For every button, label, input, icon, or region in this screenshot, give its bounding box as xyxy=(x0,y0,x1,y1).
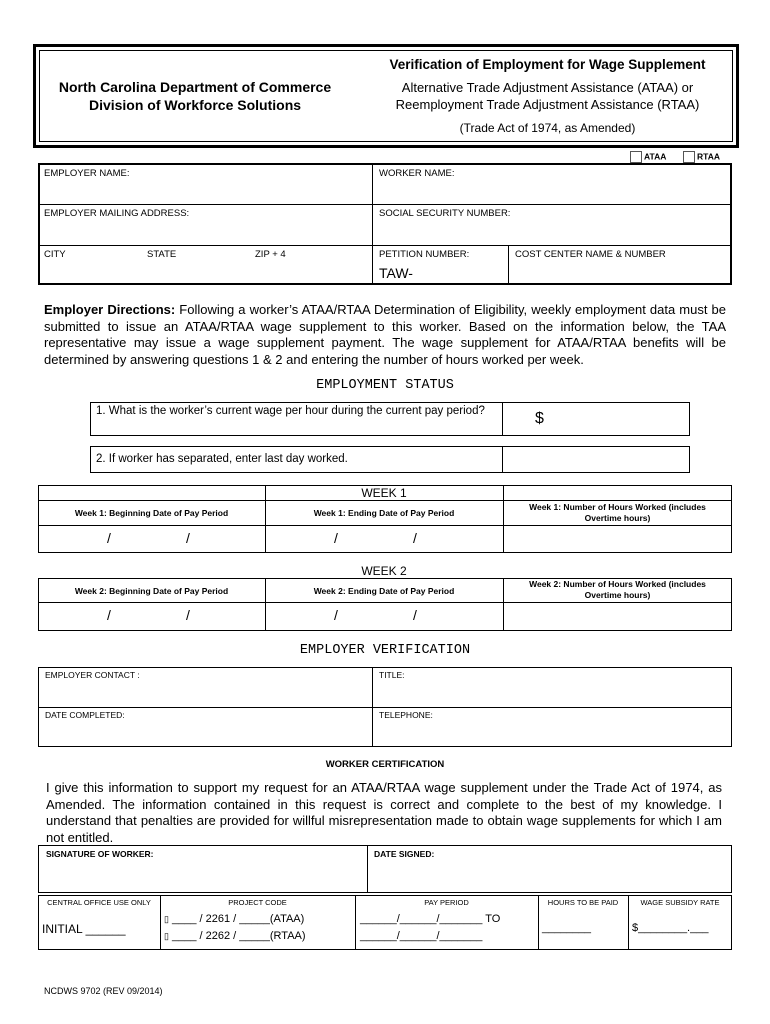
employer-verification-heading: EMPLOYER VERIFICATION xyxy=(299,643,471,658)
dept-line1: North Carolina Department of Commerce xyxy=(58,79,332,95)
directions-lead: Employer Directions: xyxy=(44,302,176,317)
week1-hours-label: Week 1: Number of Hours Worked (includes Overtime hours) xyxy=(529,502,706,523)
week2-end-label: Week 2: Ending Date of Pay Period xyxy=(313,586,455,596)
petition-value: TAW- xyxy=(379,265,413,281)
state-field[interactable]: STATE xyxy=(147,249,177,260)
title-field[interactable]: TITLE: xyxy=(379,670,405,680)
week1-end-label: Week 1: Ending Date of Pay Period xyxy=(313,508,455,518)
employer-name-field[interactable]: EMPLOYER NAME: xyxy=(44,168,130,179)
week2-end-date-field[interactable] xyxy=(266,603,502,630)
date-separator: / xyxy=(107,530,111,546)
date-separator: / xyxy=(413,530,417,546)
signature-field[interactable]: SIGNATURE OF WORKER: xyxy=(46,849,154,859)
project-code-ataa[interactable] xyxy=(164,913,304,925)
zip-field[interactable]: ZIP + 4 xyxy=(255,249,286,260)
wage-subsidy-rate-field[interactable]: $________.___ xyxy=(632,922,709,934)
form-title: Verification of Employment for Wage Supplement xyxy=(389,57,706,72)
date-completed-field[interactable]: DATE COMPLETED: xyxy=(45,710,125,720)
week1-begin-label: Week 1: Beginning Date of Pay Period xyxy=(74,508,229,518)
last-day-field[interactable] xyxy=(503,447,689,472)
form-id: NCDWS 9702 (REV 09/2014) xyxy=(44,986,163,996)
dollar-symbol: $ xyxy=(535,410,544,427)
telephone-field[interactable]: TELEPHONE: xyxy=(379,710,433,720)
checkbox-icon xyxy=(630,151,642,163)
week1-hours-field[interactable] xyxy=(504,526,731,552)
pay-period-to[interactable]: ______/______/_______ xyxy=(360,930,483,942)
central-office-col5: WAGE SUBSIDY RATE xyxy=(640,898,720,907)
employer-directions xyxy=(44,302,726,368)
project-code-rtaa[interactable] xyxy=(164,930,306,942)
date-separator: / xyxy=(334,530,338,546)
pay-period-from[interactable]: ______/______/_______ TO xyxy=(360,913,501,925)
q2-text: 2. If worker has separated, enter last day worked. xyxy=(96,453,348,465)
date-separator: / xyxy=(186,530,190,546)
week1-end-date-field[interactable] xyxy=(266,526,502,552)
cost-center-field[interactable]: COST CENTER NAME & NUMBER xyxy=(515,249,666,260)
checkbox-icon xyxy=(683,151,695,163)
checkbox-icon: ▯ xyxy=(164,931,169,941)
hours-to-be-paid-field[interactable]: ________ xyxy=(542,922,591,934)
form-subtitle-3: (Trade Act of 1974, as Amended) xyxy=(459,121,636,135)
initial-field[interactable]: INITIAL ______ xyxy=(42,922,126,936)
week2-begin-date-field[interactable] xyxy=(39,603,264,630)
petition-number-field[interactable]: PETITION NUMBER: xyxy=(379,249,470,260)
certification-text: I give this information to support my request for an ATAA/RTAA wage supplement under the Trade Act of 1974, as Amended. The information contained in this request is correct and complete to the best of my knowledge. I understand that penalties are provided for willful misrepresentation made to obtain wage supplements for which I am not entitled. xyxy=(46,780,722,845)
central-office-col4: HOURS TO BE PAID xyxy=(547,898,619,907)
directions-text: Following a worker’s ATAA/RTAA Determination of Eligibility, weekly employment data must be submitted to issue an ATAA/RTAA wage supplement to this worker. Based on the information below, the TAA representative may issue a wage supplement payment. The wage supplement for ATAA/RTAA benefits will be determined by answering questions 1 & 2 and entering the number of hours worked per week. xyxy=(44,302,726,367)
week2-hours-label: Week 2: Number of Hours Worked (includes Overtime hours) xyxy=(529,579,706,600)
date-separator: / xyxy=(413,607,417,623)
wage-field[interactable] xyxy=(503,403,689,435)
form-subtitle-1: Alternative Trade Adjustment Assistance (ATAA) or xyxy=(401,80,694,95)
central-office-col3: PAY PERIOD xyxy=(424,898,469,907)
rtaa-checkbox[interactable]: RTAA xyxy=(683,151,720,163)
project-code-rtaa-text: ____ / 2262 / _____(RTAA) xyxy=(172,930,306,942)
mailing-address-field[interactable]: EMPLOYER MAILING ADDRESS: xyxy=(44,208,190,219)
week1-begin-date-field[interactable] xyxy=(39,526,264,552)
q1-text: 1. What is the worker’s current wage per hour during the current pay period? xyxy=(96,405,485,417)
worker-name-field[interactable]: WORKER NAME: xyxy=(379,168,455,179)
employment-status-heading: EMPLOYMENT STATUS xyxy=(316,378,454,393)
ataa-checkbox[interactable]: ATAA xyxy=(630,151,666,163)
city-field[interactable]: CITY xyxy=(44,249,66,260)
employer-contact-field[interactable]: EMPLOYER CONTACT : xyxy=(45,670,140,680)
date-signed-field[interactable]: DATE SIGNED: xyxy=(374,849,435,859)
dept-line2: Division of Workforce Solutions xyxy=(88,97,302,113)
central-office-col2: PROJECT CODE xyxy=(228,898,287,907)
week2-heading: WEEK 2 xyxy=(361,564,407,578)
week2-hours-field[interactable] xyxy=(504,603,731,630)
checkbox-icon: ▯ xyxy=(164,914,169,924)
worker-certification-heading: WORKER CERTIFICATION xyxy=(325,759,445,770)
date-separator: / xyxy=(186,607,190,623)
form-subtitle-2: Reemployment Trade Adjustment Assistance (RTAA) xyxy=(395,97,700,112)
central-office-col1: CENTRAL OFFICE USE ONLY xyxy=(47,898,151,907)
week1-heading: WEEK 1 xyxy=(361,486,407,500)
project-code-ataa-text: ____ / 2261 / _____(ATAA) xyxy=(172,913,305,925)
date-separator: / xyxy=(334,607,338,623)
week2-begin-label: Week 2: Beginning Date of Pay Period xyxy=(74,586,229,596)
ssn-field[interactable]: SOCIAL SECURITY NUMBER: xyxy=(379,208,511,219)
date-separator: / xyxy=(107,607,111,623)
